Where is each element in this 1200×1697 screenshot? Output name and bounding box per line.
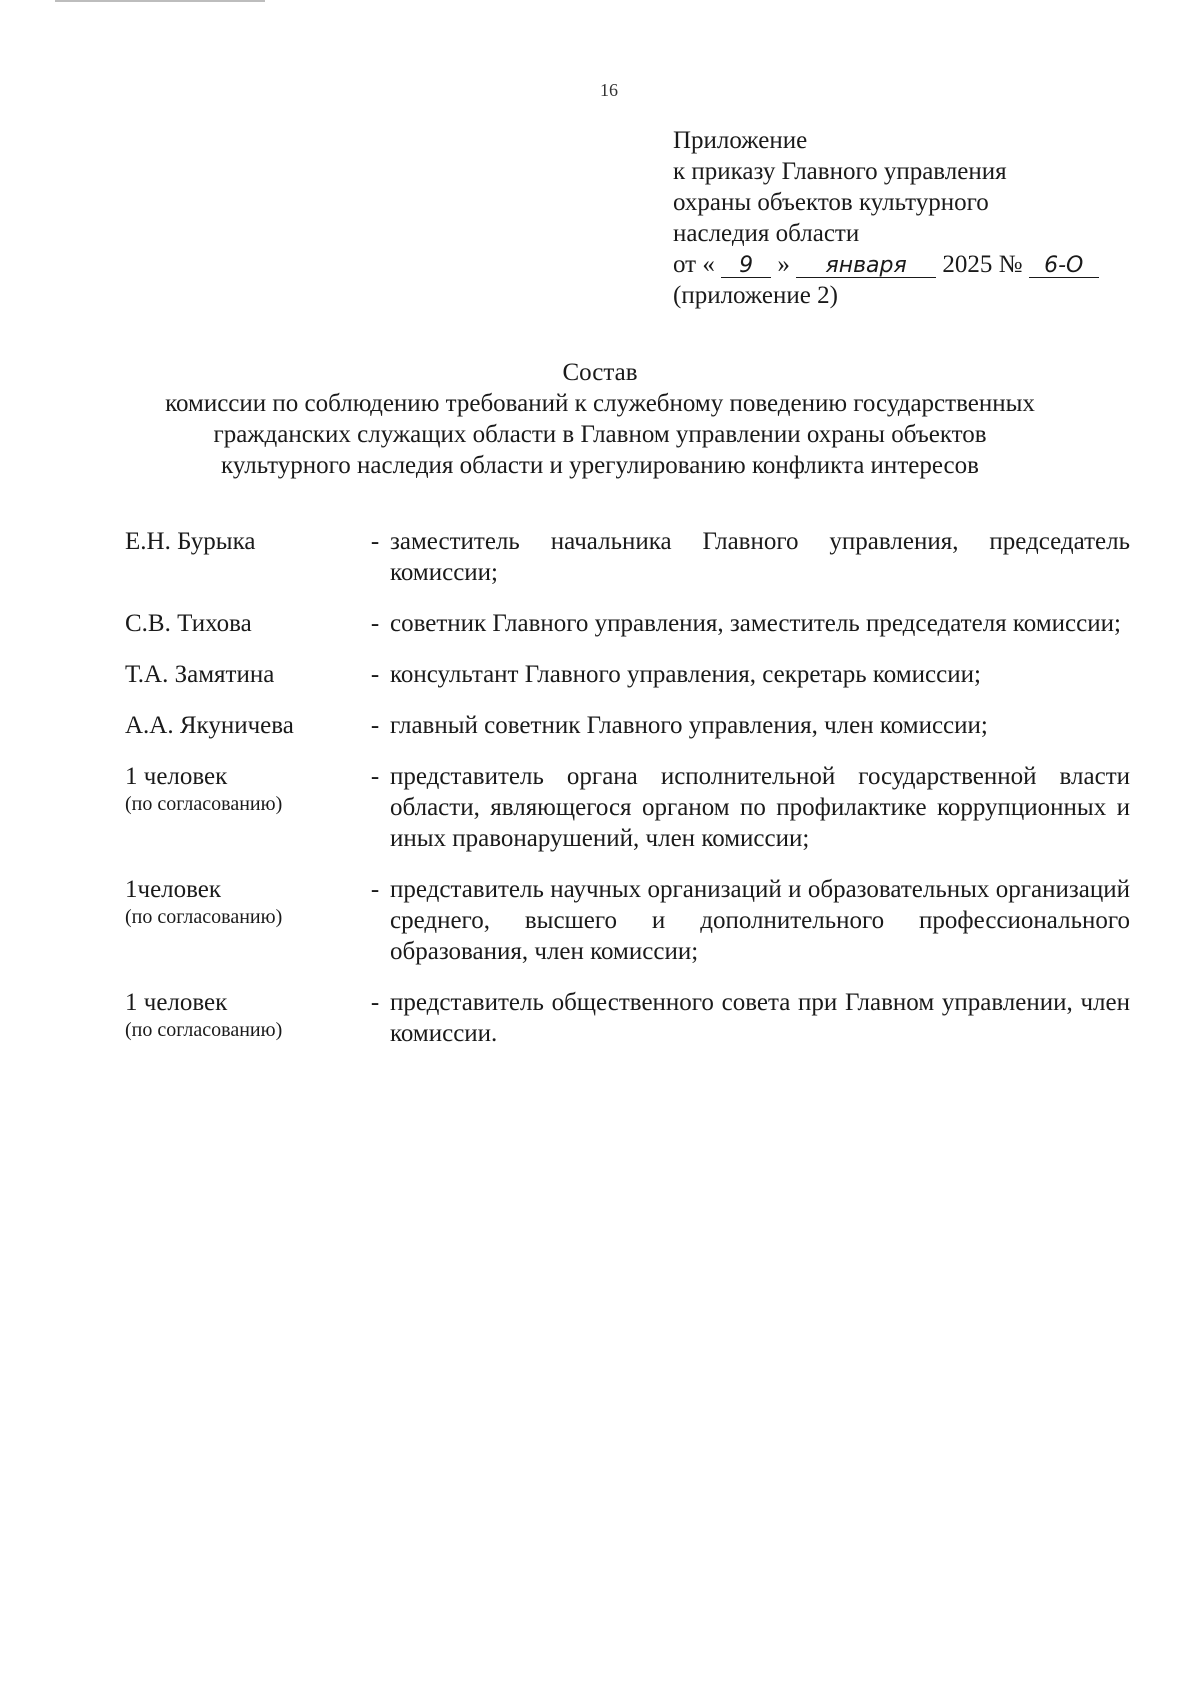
document-title — [60, 357, 1140, 481]
member-row — [125, 608, 1130, 639]
member-role: представитель общественного совета при Главном управлении, член комиссии. — [390, 989, 1130, 1047]
member-name-col — [125, 987, 360, 1042]
appendix-line: Приложение — [673, 127, 808, 154]
handwritten-month: января — [796, 255, 936, 278]
member-name: 1 человек — [125, 989, 228, 1016]
member-name: С.В. Тихова — [125, 610, 252, 637]
date-year: 2025 — [942, 251, 993, 278]
member-role: заместитель начальника Главного управления, председатель комиссии; — [390, 528, 1130, 586]
handwritten-number: 6-О — [1029, 255, 1099, 278]
commission-members-list — [125, 526, 1130, 1069]
member-name: 1человек — [125, 876, 222, 903]
member-name-col — [125, 659, 360, 690]
title-line: культурного наследия области и урегулированию конфликта интересов — [221, 452, 979, 479]
member-dash: - — [370, 610, 380, 637]
member-name-col — [125, 526, 360, 557]
page-number: 16 — [600, 80, 618, 100]
member-name: А.А. Якуничева — [125, 712, 294, 739]
member-name-col — [125, 761, 360, 816]
member-row — [125, 526, 1130, 588]
member-name: Т.А. Замятина — [125, 661, 275, 688]
title-line: гражданских служащих области в Главном управлении охраны объектов — [213, 421, 987, 448]
title-heading: Состав — [562, 359, 638, 386]
appendix-line: к приказу Главного управления — [673, 158, 1007, 185]
member-name-col — [125, 710, 360, 741]
member-name-col — [125, 608, 360, 639]
member-dash: - — [370, 876, 380, 903]
title-line: комиссии по соблюдению требований к служебному поведению государственных — [165, 390, 1035, 417]
number-prefix: № — [998, 251, 1023, 278]
member-role: представитель органа исполнительной государственной власти области, являющегося органом по профилактике коррупционных и иных правонарушений, член комиссии; — [390, 763, 1130, 852]
member-dash: - — [370, 712, 380, 739]
member-name-col — [125, 874, 360, 929]
member-dash: - — [370, 763, 380, 790]
member-note: (по согласованию) — [125, 1019, 283, 1041]
member-note: (по согласованию) — [125, 906, 283, 928]
date-prefix: от « — [673, 251, 715, 278]
appendix-date-line — [673, 249, 1133, 280]
member-name: 1 человек — [125, 763, 228, 790]
member-dash: - — [370, 989, 380, 1016]
member-role: представитель научных организаций и образовательных организаций среднего, высшего и дополнительного профессионального образования, член комиссии; — [390, 876, 1130, 965]
member-dash: - — [370, 528, 380, 555]
member-note: (по согласованию) — [125, 793, 283, 815]
member-dash: - — [370, 661, 380, 688]
member-name: Е.Н. Бурыка — [125, 528, 256, 555]
member-row — [125, 874, 1130, 967]
member-role: главный советник Главного управления, член комиссии; — [390, 712, 988, 739]
member-row — [125, 987, 1130, 1049]
appendix-line: охраны объектов культурного — [673, 189, 989, 216]
appendix-line: наследия области — [673, 220, 860, 247]
member-row — [125, 761, 1130, 854]
scan-top-rule — [55, 0, 265, 2]
member-role: консультант Главного управления, секретарь комиссии; — [390, 661, 981, 688]
appendix-sub-note: (приложение 2) — [673, 282, 838, 309]
member-role: советник Главного управления, заместитель председателя комиссии; — [390, 610, 1121, 637]
date-mid: » — [777, 251, 790, 278]
member-row — [125, 710, 1130, 741]
appendix-block — [673, 125, 1133, 311]
member-row — [125, 659, 1130, 690]
handwritten-day: 9 — [721, 255, 771, 278]
